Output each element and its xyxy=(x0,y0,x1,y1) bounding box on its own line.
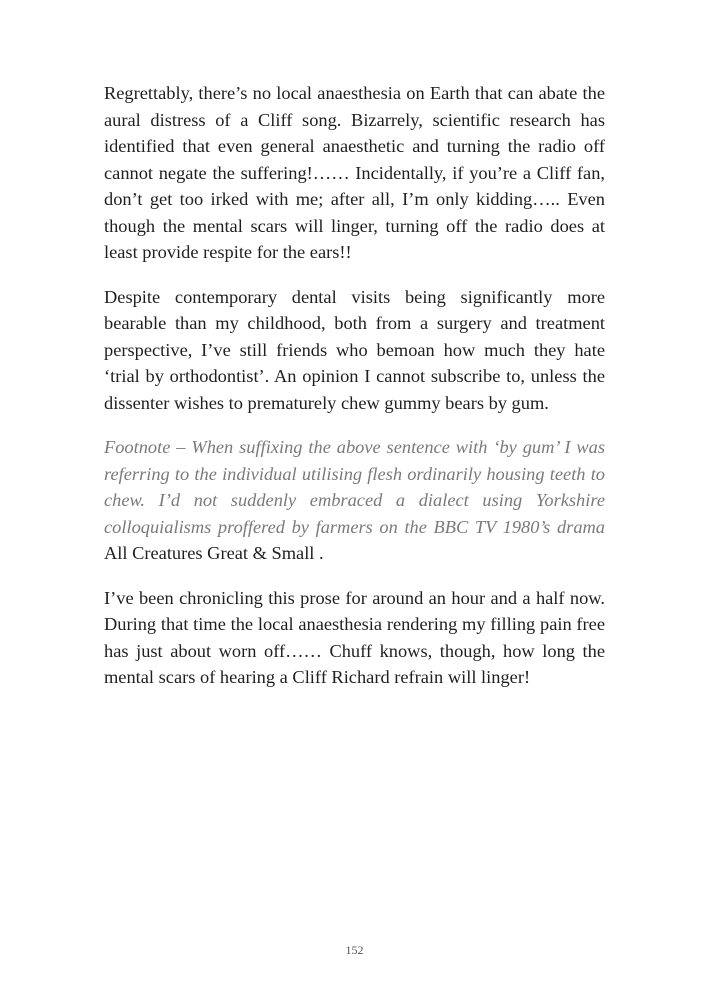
footnote-text: Footnote – When suffixing the above sentence with ‘by gum’ I was referring to the individual utilising flesh ordinarily housing teeth to chew. I’d not suddenly embraced a dialect using Yorkshire colloquialisms proffered by farmers on the BBC TV 1980’s drama xyxy=(104,437,605,537)
page-body xyxy=(104,80,605,691)
footnote xyxy=(104,434,605,567)
footnote-drama-title: All Creatures Great & Small xyxy=(104,543,315,563)
paragraph-dental-visits: Despite contemporary dental visits being significantly more bearable than my childhood, both from a surgery and treatment perspective, I’ve still friends who bemoan how much they hate ‘trial by orthodontist’. An opinion I cannot subscribe to, unless the dissenter wishes to prematurely chew gummy bears by gum. xyxy=(104,286,605,413)
page-number: 152 xyxy=(345,943,364,957)
footnote-end: . xyxy=(319,543,324,563)
paragraph-cliff-song: Regrettably, there’s no local anaesthesia on Earth that can abate the aural distress of a Cliff song. Bizarrely, scientific research has identified that even general anaesthetic and turning the radio off cannot negate the suffering!…… Incidentally, if you’re a Cliff fan, don’t get too irked with me; after all, I’m only kidding….. Even though the mental scars will linger, turning off the radio does at least provide respite for the ears!! xyxy=(104,83,605,262)
paragraph-chronicling: I’ve been chronicling this prose for around an hour and a half now. During that time the local anaesthesia rendering my filling pain free has just about worn off…… Chuff knows, though, how long the mental scars of hearing a Cliff Richard refrain will linger! xyxy=(104,587,605,687)
